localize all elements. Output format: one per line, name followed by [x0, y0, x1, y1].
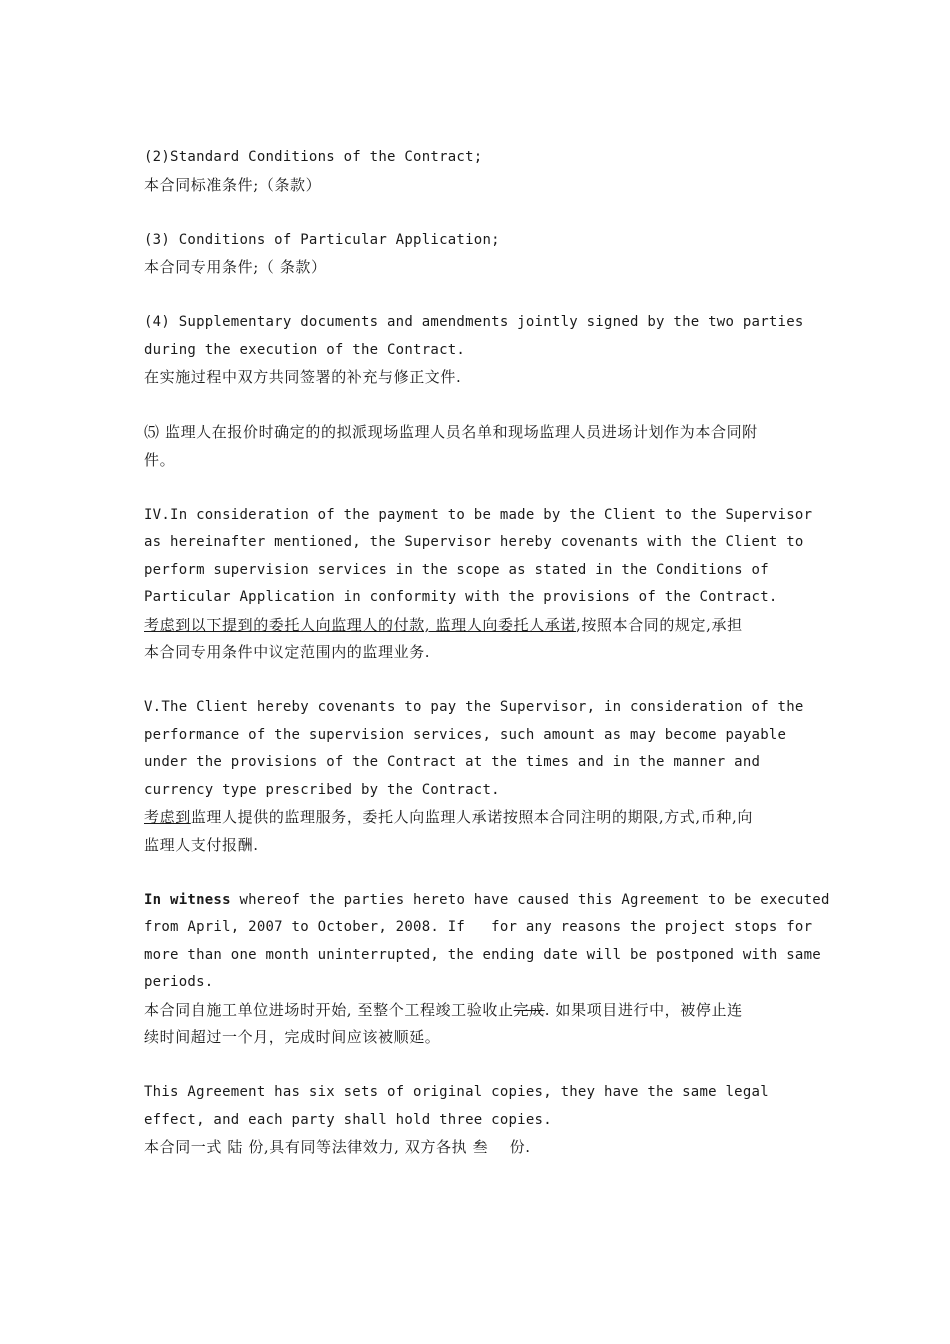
item-4-english-line-1: (4) Supplementary documents and amendments jointly signed by the two parties [144, 314, 804, 330]
witness-bold-text: In witness [144, 891, 231, 908]
witness-english-line-4: periods. [144, 974, 214, 990]
witness-chinese-line-1 [144, 997, 816, 1025]
clause-5-english-line-3: under the provisions of the Contract at the times and in the manner and [144, 754, 761, 770]
witness-english-line-1-rest: whereof the parties hereto have caused this Agreement to be executed [230, 891, 830, 908]
item-5-paragraph [144, 419, 816, 474]
clause-5-chinese-line-2: 监理人支付报酬. [144, 835, 259, 854]
witness-english-line-1 [144, 887, 830, 915]
item-4-paragraph [144, 309, 816, 392]
clause-4-english-line-1: IV.In consideration of the payment to be made by the Client to the Supervisor [144, 506, 813, 523]
item-3-paragraph [144, 227, 816, 282]
clause-4-chinese-line-1 [144, 612, 816, 640]
clause-4-english-line-3: perform supervision services in the scope as stated in the Conditions of [144, 561, 769, 578]
witness-chinese-pre: 本合同自施工单位进场时开始, 至整个工程竣工验收止 [144, 1000, 514, 1019]
witness-chinese-line-2: 续时间超过一个月，完成时间应该被顺延。 [144, 1028, 441, 1046]
clause-4-chinese-rest: ,按照本合同的规定,承担 [575, 615, 743, 634]
item-2-english: (2)Standard Conditions of the Contract; [144, 149, 483, 165]
clause-5-chinese-line-1 [144, 804, 816, 832]
copies-chinese: 本合同一式 陆 份,具有同等法律效力, 双方各执 叁 份. [144, 1138, 531, 1156]
witness-strikethrough-text: 完成 [513, 1000, 545, 1019]
witness-english-line-2: from April, 2007 to October, 2008. If for any reasons the project stops for [144, 919, 813, 935]
copies-english-line-1: This Agreement has six sets of original copies, they have the same legal [144, 1084, 769, 1100]
clause-5-underlined-text: 考虑到 [144, 808, 191, 826]
clause-4-chinese-line-2: 本合同专用条件中议定范围内的监理业务. [144, 643, 431, 661]
clause-4-paragraph [144, 502, 816, 667]
item-5-chinese-line-1: ⑸ 监理人在报价时确定的的拟派现场监理人员名单和现场监理人员进场计划作为本合同附 [144, 423, 758, 441]
clause-4-english-line-2: as hereinafter mentioned, the Supervisor hereby covenants with the Client to [144, 534, 804, 550]
item-3-chinese: 本合同专用条件;（ 条款） [144, 258, 327, 276]
clause-5-english-line-2: performance of the supervision services, such amount as may become payable [144, 726, 787, 743]
item-3-english: (3) Conditions of Particular Application; [144, 231, 500, 248]
witness-chinese-post: . 如果项目进行中，被停止连 [544, 1000, 743, 1019]
copies-paragraph [144, 1079, 816, 1162]
item-4-chinese: 在实施过程中双方共同签署的补充与修正文件. [144, 368, 462, 386]
item-2-paragraph [144, 144, 816, 199]
witness-paragraph [144, 887, 830, 1052]
copies-english-line-2: effect, and each party shall hold three copies. [144, 1111, 552, 1128]
item-4-english-line-2: during the execution of the Contract. [144, 341, 466, 358]
clause-5-chinese-rest: 监理人提供的监理服务，委托人向监理人承诺按照本合同注明的期限,方式,币种,向 [190, 808, 753, 826]
document-page [144, 144, 830, 1189]
item-2-chinese: 本合同标准条件;（条款） [144, 175, 322, 194]
clause-5-paragraph [144, 694, 816, 859]
clause-5-english-line-4: currency type prescribed by the Contract. [144, 781, 500, 798]
item-5-chinese-line-2: 件。 [144, 450, 176, 469]
clause-5-english-line-1: V.The Client hereby covenants to pay the Supervisor, in consideration of the [144, 699, 804, 715]
clause-4-underlined-text: 考虑到以下提到的委托人向监理人的付款, 监理人向委托人承诺 [144, 615, 576, 634]
witness-english-line-3: more than one month uninterrupted, the ending date will be postponed with same [144, 946, 821, 963]
clause-4-english-line-4: Particular Application in conformity with the provisions of the Contract. [144, 589, 778, 605]
